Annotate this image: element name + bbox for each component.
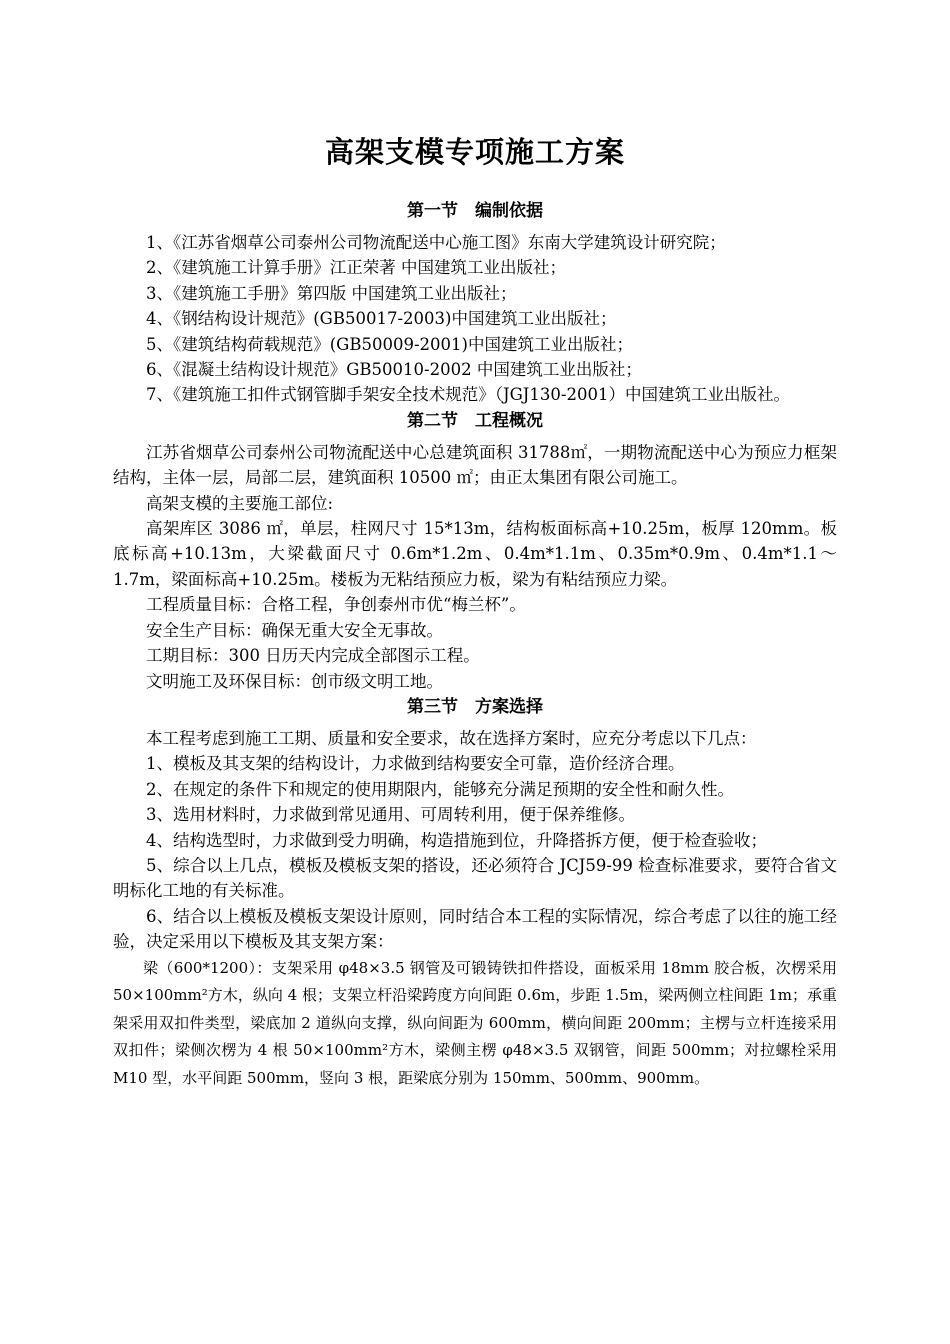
paragraph: 1、模板及其支架的结构设计，力求做到结构要安全可靠，造价经济合理。 xyxy=(146,754,685,774)
paragraph: 本工程考虑到施工工期、质量和安全要求，故在选择方案时，应充分考虑以下几点： xyxy=(146,728,757,748)
paragraph: 1、《江苏省烟草公司泰州公司物流配送中心施工图》东南大学建筑设计研究院； xyxy=(146,233,726,252)
paragraph: 4、结构选型时，力求做到受力明确，构造措施到位，升降搭拆方便，便于检查验收； xyxy=(146,830,767,850)
paragraph: 2、在规定的条件下和规定的使用期限内，能够充分满足预期的安全性和耐久性。 xyxy=(146,779,734,799)
paragraph: 6、结合以上模板及模板支架设计原则，同时结合本工程的实际情况，综合考虑了以往的施工经验，决定采用以下模板及其支架方案： xyxy=(113,906,837,952)
paragraph: 6、《混凝土结构设计规范》GB50010-2002 中国建筑工业出版社； xyxy=(146,360,642,380)
paragraph: 7、《建筑施工扣件式钢管脚手架安全技术规范》（JGJ130-2001）中国建筑工业出版社。 xyxy=(146,385,790,405)
paragraph: 2、《建筑施工计算手册》江正荣著 中国建筑工业出版社； xyxy=(146,258,566,278)
beam-formwork-detail: 梁（600*1200）：支架采用 φ48×3.5 钢管及可锻铸铁扣件搭设，面板采用 18mm 胶合板，次楞采用 50×100mm²方木，纵向 4 根；支架立杆沿梁跨度方向间距 0.6m，步距 1.5m，梁两侧立柱间距 1m；承重架采用双扣件类型，梁底加 2 道纵向支撑，纵向间距为 600mm，横向间距 200mm；主楞与立杆连接采用双扣件；梁侧次楞为 4 根 50×100mm²方木，梁侧主楞 φ48×3.5 双钢管，间距 500mm；对拉螺栓采用 M10 型，水平间距 500mm，竖向 3 根，距梁底分别为 150mm、500mm、900mm。 xyxy=(113,958,837,1087)
paragraph: 工程质量目标：合格工程，争创泰州市优“梅兰杯”。 xyxy=(146,595,526,615)
paragraph: 安全生产目标：确保无重大安全无事故。 xyxy=(146,620,443,640)
document-title: 高架支模专项施工方案 xyxy=(324,135,625,169)
section-heading-scheme: 第三节 方案选择 xyxy=(407,696,543,717)
paragraph: 工期目标：300 日历天内完成全部图示工程。 xyxy=(146,646,480,666)
section-heading-basis: 第一节 编制依据 xyxy=(407,201,543,221)
paragraph: 高架库区 3086 ㎡，单层，柱网尺寸 15*13m，结构板面标高+10.25m，板厚 120mm。板底标高+10.13m，大梁截面尺寸 0.6m*1.2m、0.4m*1.1m、0.35m*0.9m、0.4m*1.1～1.7m，梁面标高+10.25m。楼板为无粘结预应力板，梁为有粘结预应力梁。 xyxy=(113,519,837,589)
paragraph: 文明施工及环保目标：创市级文明工地。 xyxy=(146,671,443,691)
section-heading-overview: 第二节 工程概况 xyxy=(407,410,543,431)
paragraph: 3、《建筑施工手册》第四版 中国建筑工业出版社； xyxy=(146,283,517,303)
paragraph: 高架支模的主要施工部位: xyxy=(146,493,334,513)
paragraph: 5、综合以上几点，模板及模板支架的搭设，还必须符合 JCJ59-99 检查标准要求，要符合省文明标化工地的有关标准。 xyxy=(113,855,837,901)
document-content xyxy=(113,132,837,1092)
paragraph: 江苏省烟草公司泰州公司物流配送中心总建筑面积 31788㎡，一期物流配送中心为预应力框架结构，主体一层，局部二层，建筑面积 10500 ㎡；由正太集团有限公司施工。 xyxy=(113,442,837,488)
paragraph: 4、《钢结构设计规范》(GB50017-2003)中国建筑工业出版社； xyxy=(146,309,617,329)
paragraph: 3、选用材料时，力求做到常见通用、可周转利用，便于保养维修。 xyxy=(146,805,635,825)
paragraph: 5、《建筑结构荷载规范》(GB50009-2001)中国建筑工业出版社； xyxy=(146,334,633,354)
